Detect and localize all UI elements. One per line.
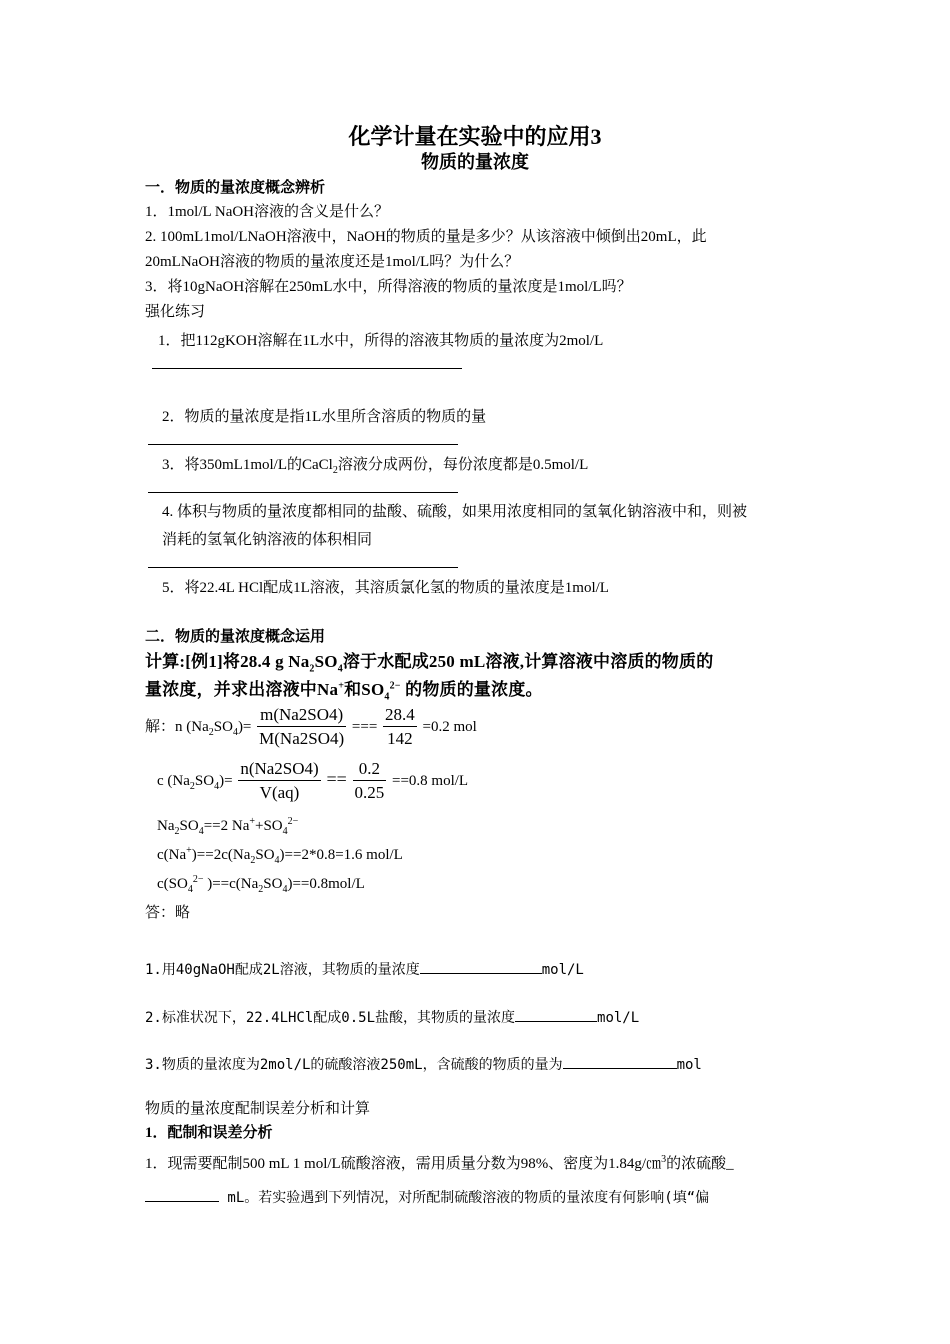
exercise-2-blank[interactable]	[515, 1006, 597, 1022]
practice-item-4-line2: 消耗的氢氧化钠溶液的体积相同	[162, 532, 373, 548]
sulfate-concentration: $c(SO_4^{2-}$ )$==c(Na_2SO_4)==0.8mol/L$	[157, 874, 365, 895]
prep-question-line1: 1．现需要配制500 mL 1 mol/L硫酸溶液，需用质量分数为98%、密度为1.84g/㎝$^3$的浓硫酸_	[145, 1154, 734, 1172]
page-subtitle: 物质的量浓度	[421, 152, 529, 172]
answer-text: 答：略	[145, 905, 191, 921]
answer-line-1[interactable]	[152, 368, 462, 369]
question-1-2-line2: 20mLNaOH溶液的物质的量浓度还是1mol/L吗？为什么？	[145, 254, 520, 270]
prep-question-blank[interactable]	[145, 1186, 219, 1202]
question-1-3: 3．将10gNaOH溶解在250mL水中，所得溶液的物质的量浓度是1mol/L吗？	[145, 279, 632, 295]
fraction-mass: $\frac{m(Na2SO4)}{M(Na2SO4)}$	[259, 705, 345, 749]
example-1-line2: 量浓度，并求出溶液中Na+和$SO_4^{2-}$ 的物质的量浓度。	[145, 680, 543, 703]
practice-item-3: 3．将350mL1mol/L的CaCl$_2$溶液分成两份，每份浓度都是0.5mol/L	[162, 457, 589, 476]
sodium-concentration: $c(Na^+)==2c(Na_2SO_4)==2*0.8=1.6$ mol/L	[157, 845, 403, 866]
prep-question-line2: mL。若实验遇到下列情况，对所配制硫酸溶液的物质的量浓度有何影响(填“偏	[145, 1186, 709, 1207]
example-1-line1: 计算:[例1]将28.4 g $Na_2SO_4$溶于水配成250 mL溶液,计算溶液中溶质的物质的	[145, 652, 714, 675]
section-2-heading: 二．物质的量浓度概念运用	[145, 629, 326, 645]
fraction-concentration: $\frac{0.2}{0.25}$	[354, 759, 385, 803]
exercise-3-blank[interactable]	[563, 1053, 677, 1069]
exercise-1-blank[interactable]	[420, 958, 542, 974]
practice-item-2: 2．物质的量浓度是指1L水里所含溶质的物质的量	[162, 409, 487, 425]
section-3-heading: 物质的量浓度配制误差分析和计算	[145, 1101, 371, 1117]
exercise-3: 3.物质的量浓度为2mol/L的硫酸溶液250mL，含硫酸的物质的量为 mol	[145, 1053, 702, 1074]
fraction-value: $\frac{28.4}{142}$	[385, 705, 415, 749]
solution-line-1: 解：n $(Na_2SO_4)=$ $\frac{m(Na2SO4)}{M(Na2SO4)}$ === $\frac{28.4}{142}$ =0.2 mol	[145, 705, 477, 749]
section-1-heading: 一．物质的量浓度概念辨析	[145, 180, 326, 196]
answer-line-3[interactable]	[148, 492, 458, 493]
exercise-1: 1.用40gNaOH配成2L溶液，其物质的量浓度 mol/L	[145, 958, 584, 979]
practice-item-5: 5．将22.4L HCl配成1L溶液，其溶质氯化氢的物质的量浓度是1mol/L	[162, 580, 609, 596]
answer-line-4[interactable]	[148, 567, 458, 568]
practice-item-4-line1: 4. 体积与物质的量浓度都相同的盐酸、硫酸，如果用浓度相同的氢氧化钠溶液中和，则被	[162, 504, 748, 520]
fraction-moles: $\frac{n(Na2SO4)}{V(aq)}$	[240, 759, 319, 803]
section-3-subheading: 1．配制和误差分析	[145, 1125, 273, 1141]
practice-item-1: 1．把112gKOH溶解在1L水中，所得的溶液其物质的量浓度为2mol/L	[158, 333, 604, 349]
question-1-2-line1: 2. 100mL1mol/LNaOH溶液中，NaOH的物质的量是多少？从该溶液中倾倒出20mL，此	[145, 229, 707, 245]
answer-line-2[interactable]	[148, 444, 458, 445]
exercise-2: 2.标准状况下，22.4LHCl配成0.5L盐酸，其物质的量浓度 mol/L	[145, 1006, 639, 1027]
solution-line-2: c $(Na_2SO_4)=$ $\frac{n(Na2SO4)}{V(aq)}$ == $\frac{0.2}{0.25}$ ==0.8 mol/L	[157, 759, 469, 803]
ionization-equation: $Na_2SO_4==2$ $Na^++SO_4^{2-}$	[157, 816, 299, 837]
practice-heading: 强化练习	[145, 304, 206, 320]
page-title: 化学计量在实验中的应用3	[348, 124, 602, 149]
question-1-1: 1．1mol/L NaOH溶液的含义是什么？	[145, 204, 390, 220]
